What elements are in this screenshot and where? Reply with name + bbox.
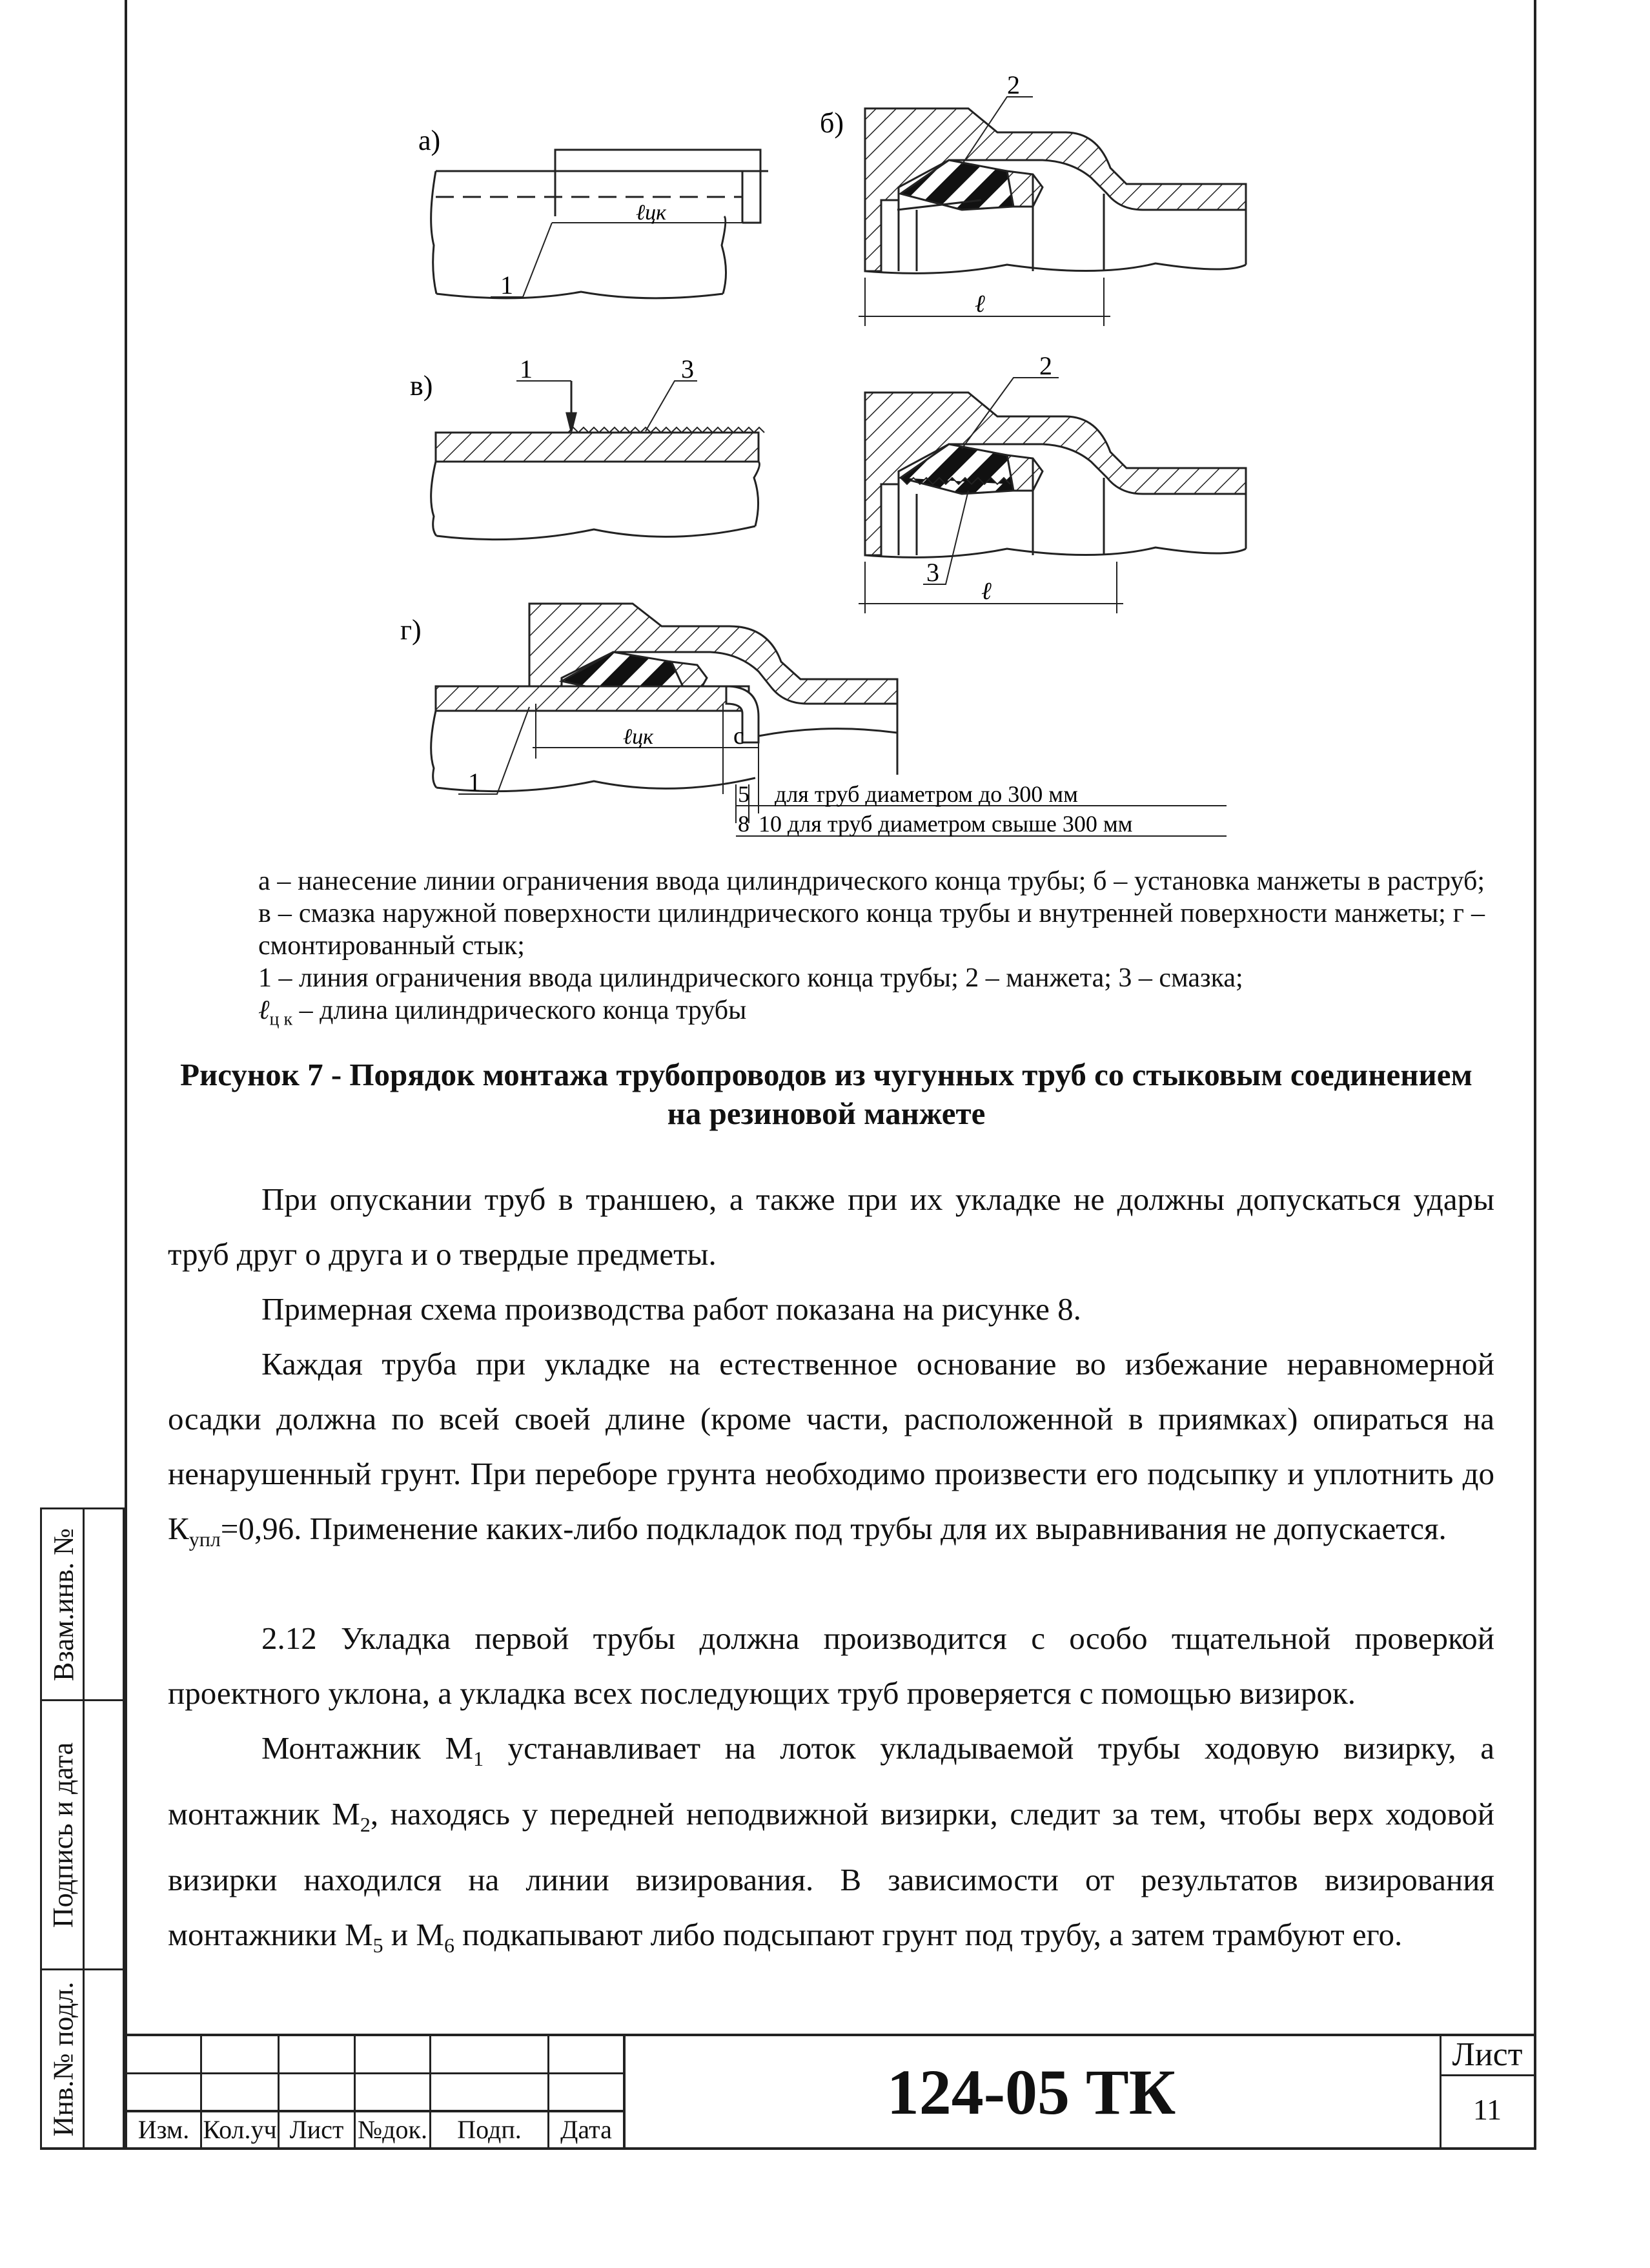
side-label-podpis: Подпись и дата xyxy=(47,1742,79,1928)
col-ndok: №док. xyxy=(358,2114,427,2144)
panel-a-drawing xyxy=(431,150,768,298)
dim-l-b2: ℓ xyxy=(981,578,992,605)
callout-2-b2: 2 xyxy=(1039,351,1052,380)
caption-line-1: а – нанесение линии ограничения ввода цилиндрического конца трубы; б – установка манжеты в раструб; в – смазка наружной поверхности цилиндрического конца трубы и внутренней поверхности манжеты; г – смонтированный стык; xyxy=(258,866,1485,961)
callout-2-b: 2 xyxy=(1007,70,1020,99)
dim-l-b: ℓ xyxy=(975,291,985,318)
figure-7-drawing xyxy=(0,0,1650,865)
col-list: Лист xyxy=(289,2114,344,2144)
figure-caption-legend xyxy=(258,865,1485,1036)
col-data: Дата xyxy=(560,2114,612,2144)
dim-lck-g: ℓцк xyxy=(623,725,654,749)
frame-bottom-border xyxy=(40,2147,1536,2150)
note-5: для труб диаметром до 300 мм xyxy=(775,781,1078,807)
col-izm: Изм. xyxy=(138,2114,190,2144)
paragraph-3: Каждая труба при укладке на естественное основание во избежание неравномерной осадки должна по всей своей длине (кроме части, расположенной в приямках) опираться на ненарушенный грунт. При переборе грунта необходимо произвести его подсыпку и уплотнить до $К_{упл}=0,96$. Применение каких-либо подкладок под трубы для их выравнивания не допускается. xyxy=(168,1346,1494,1551)
caption-line-3: ℓ$_{ц к}$ – длина цилиндрического конца трубы xyxy=(258,996,747,1030)
dim-c-g: с xyxy=(733,722,744,750)
dim-lck-a: ℓцк xyxy=(636,201,667,225)
callout-3-b2: 3 xyxy=(926,558,939,587)
dim-5: 5 xyxy=(738,781,749,807)
col-podp: Подп. xyxy=(457,2114,522,2144)
dim-8: 8 xyxy=(738,811,749,837)
figure-title: Рисунок 7 - Порядок монтажа трубопроводов из чугунных труб со стыковым соединением на резиновой манжете xyxy=(180,1057,1472,1131)
col-kol-uch: Кол.уч xyxy=(203,2114,277,2144)
callout-1-a: 1 xyxy=(500,271,513,300)
side-label-vzam: Взам.инв. № xyxy=(47,1527,79,1681)
side-strip-divider xyxy=(83,1507,85,2150)
note-10: 10 для труб диаметром свыше 300 мм xyxy=(759,811,1133,837)
callout-3-v: 3 xyxy=(681,354,694,383)
side-label-inv: Инв.№ подл. xyxy=(47,1981,79,2137)
panel-label-b: б) xyxy=(820,107,844,139)
callout-1-v: 1 xyxy=(520,354,533,383)
sheet-label: Лист xyxy=(1452,2036,1523,2073)
sheet-number: 11 xyxy=(1472,2093,1502,2126)
caption-line-2: 1 – линия ограничения ввода цилиндрического конца трубы; 2 – манжета; 3 – смазка; xyxy=(258,963,1243,993)
paragraph-1: При опускании труб в траншею, а также при их укладке не должны допускаться удары труб друг о друга и о твердые предметы. xyxy=(168,1181,1494,1272)
panel-label-a: а) xyxy=(418,125,441,156)
panel-b-drawing xyxy=(859,97,1246,326)
panel-c-drawing xyxy=(431,381,764,540)
paragraph-5: Монтажник $М_1$ устанавливает на лоток укладываемой трубы ходовую визирку, а монтажник $М_2$, находясь у передней неподвижной визирки, следит за тем, чтобы верх ходовой визирки находился на линии визирования. В зависимости от результатов визирования монтажники $М_5$ и $М_6$ подкапывают либо подсыпают грунт под трубу, а затем трамбуют его. xyxy=(168,1730,1494,1957)
paragraph-2: Примерная схема производства работ показана на рисунке 8. xyxy=(261,1291,1081,1327)
title-block-top-line xyxy=(125,2034,1536,2036)
paragraph-4: 2.12 Укладка первой трубы должна производится с особо тщательной проверкой проектного уклона, а укладка всех последующих труб проверяется с помощью визирок. xyxy=(168,1620,1494,1711)
panel-label-g: г) xyxy=(400,614,422,646)
panel-label-v: в) xyxy=(410,370,433,402)
document-code: 124-05 ТК xyxy=(886,2056,1176,2128)
callout-1-g: 1 xyxy=(468,768,481,797)
panel-b2-drawing xyxy=(859,378,1246,613)
